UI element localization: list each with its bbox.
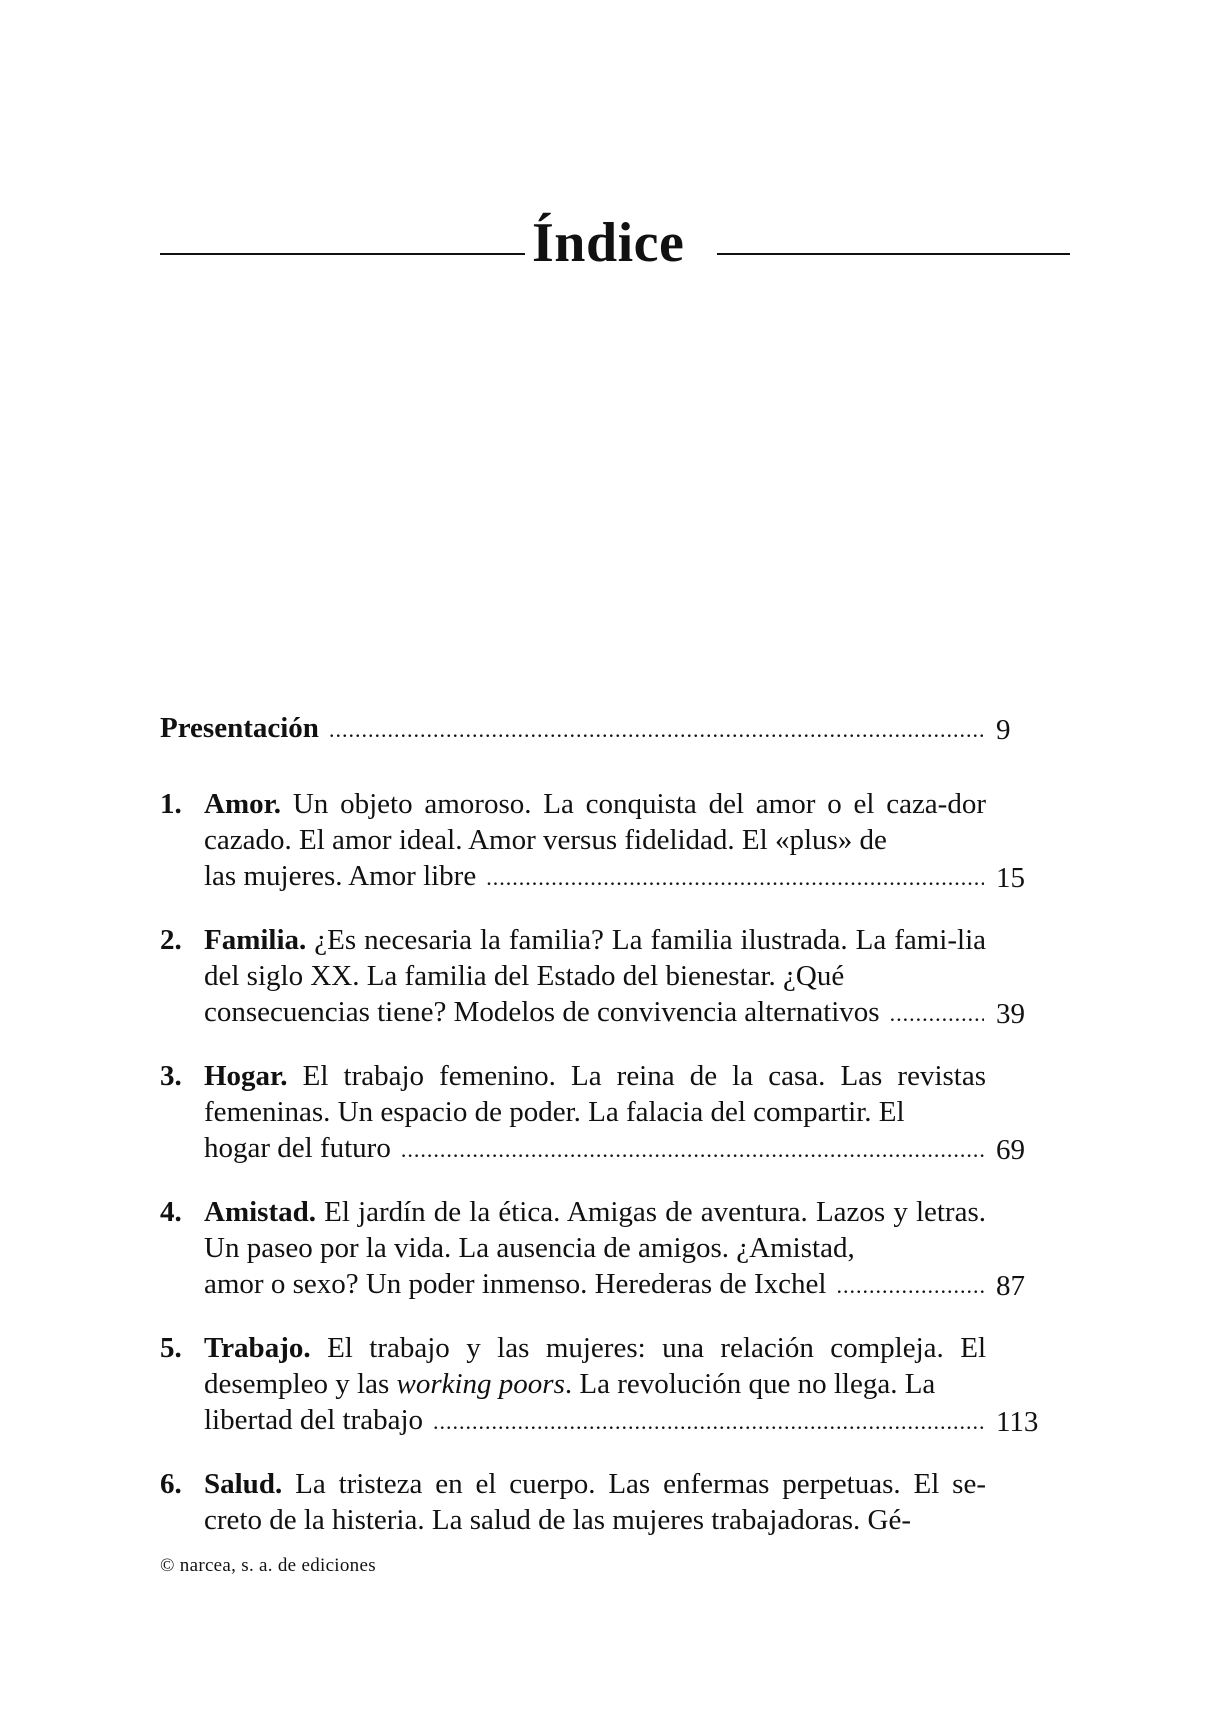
chapter-number: 5. (160, 1332, 182, 1364)
toc-entry-line (204, 994, 986, 1032)
dot-leader (486, 860, 984, 896)
chapter-number: 1. (160, 788, 182, 820)
toc-entry-chapter-3 (160, 1058, 1066, 1168)
toc-entry-presentation (160, 710, 1066, 748)
copyright-footer: © narcea, s. a. de ediciones (160, 1555, 376, 1576)
chapter-description-end: libertad del trabajo (204, 1404, 424, 1436)
chapter-title: Amistad. (204, 1196, 316, 1228)
chapter-description: La tristeza en el cuerpo. Las enfermas perpetuas. El se-creto de la histeria. La salud de las mujeres trabajadoras. Gé- (204, 1468, 986, 1536)
chapter-title: Salud. (204, 1468, 283, 1500)
chapter-number: 6. (160, 1468, 182, 1500)
chapter-description: El trabajo y las mujeres: una relación compleja. El desempleo y las (204, 1332, 986, 1400)
toc-entry-chapter-1 (160, 786, 1066, 896)
toc-entry-line (204, 1402, 986, 1440)
toc-page-number: 69 (996, 1134, 1025, 1166)
table-of-contents (160, 710, 1066, 1564)
toc-entry-chapter-2 (160, 922, 1066, 1032)
chapter-number: 4. (160, 1196, 182, 1228)
toc-entry-line (204, 1266, 986, 1304)
chapter-description-end: consecuencias tiene? Modelos de convivencia alternativos (204, 996, 880, 1028)
toc-entry-title: Presentación (160, 712, 319, 744)
chapter-description: Un objeto amoroso. La conquista del amor o el caza-dor cazado. El amor ideal. Amor versus fidelidad. El «plus» de (204, 788, 986, 856)
title-rule-right (717, 253, 1070, 255)
dot-leader (401, 1132, 984, 1168)
toc-entry-line (204, 858, 986, 896)
dot-leader (329, 712, 984, 748)
page-header (160, 208, 1070, 278)
page-title: Índice (532, 212, 685, 274)
chapter-number: 2. (160, 924, 182, 956)
toc-entry-chapter-4 (160, 1194, 1066, 1304)
chapter-description-end: hogar del futuro (204, 1132, 391, 1164)
chapter-title: Hogar. (204, 1060, 288, 1092)
chapter-title: Familia. (204, 924, 307, 956)
toc-page-number: 9 (996, 714, 1011, 746)
toc-entry-line (160, 710, 986, 748)
toc-entry-chapter-6 (160, 1466, 1066, 1538)
chapter-description: El trabajo femenino. La reina de la casa. Las revistas femeninas. Un espacio de poder. La falacia del compartir. El (204, 1060, 987, 1128)
toc-page-number: 39 (996, 998, 1025, 1030)
chapter-number: 3. (160, 1060, 182, 1092)
chapter-description-continued: . La revolución que no llega. La (564, 1368, 936, 1400)
toc-page-number: 87 (996, 1270, 1025, 1302)
title-rule-left (160, 253, 525, 255)
toc-entry-chapter-5 (160, 1330, 1066, 1440)
chapter-title: Amor. (204, 788, 282, 820)
toc-page-number: 15 (996, 862, 1025, 894)
chapter-description-end: amor o sexo? Un poder inmenso. Herederas de Ixchel (204, 1268, 827, 1300)
chapter-description-end: las mujeres. Amor libre (204, 860, 477, 892)
toc-entry-line (204, 1130, 986, 1168)
chapter-description: ¿Es necesaria la familia? La familia ilustrada. La fami-lia del siglo XX. La familia del Estado del bienestar. ¿Qué (204, 924, 986, 992)
toc-page-number: 113 (996, 1406, 1039, 1438)
dot-leader (433, 1404, 984, 1440)
dot-leader (890, 996, 984, 1032)
chapter-description-italic: working poors (396, 1368, 565, 1400)
chapter-title: Trabajo. (204, 1332, 311, 1364)
chapter-description: El jardín de la ética. Amigas de aventura. Lazos y letras. Un paseo por la vida. La ausencia de amigos. ¿Amistad, (204, 1196, 986, 1264)
dot-leader (836, 1268, 984, 1304)
